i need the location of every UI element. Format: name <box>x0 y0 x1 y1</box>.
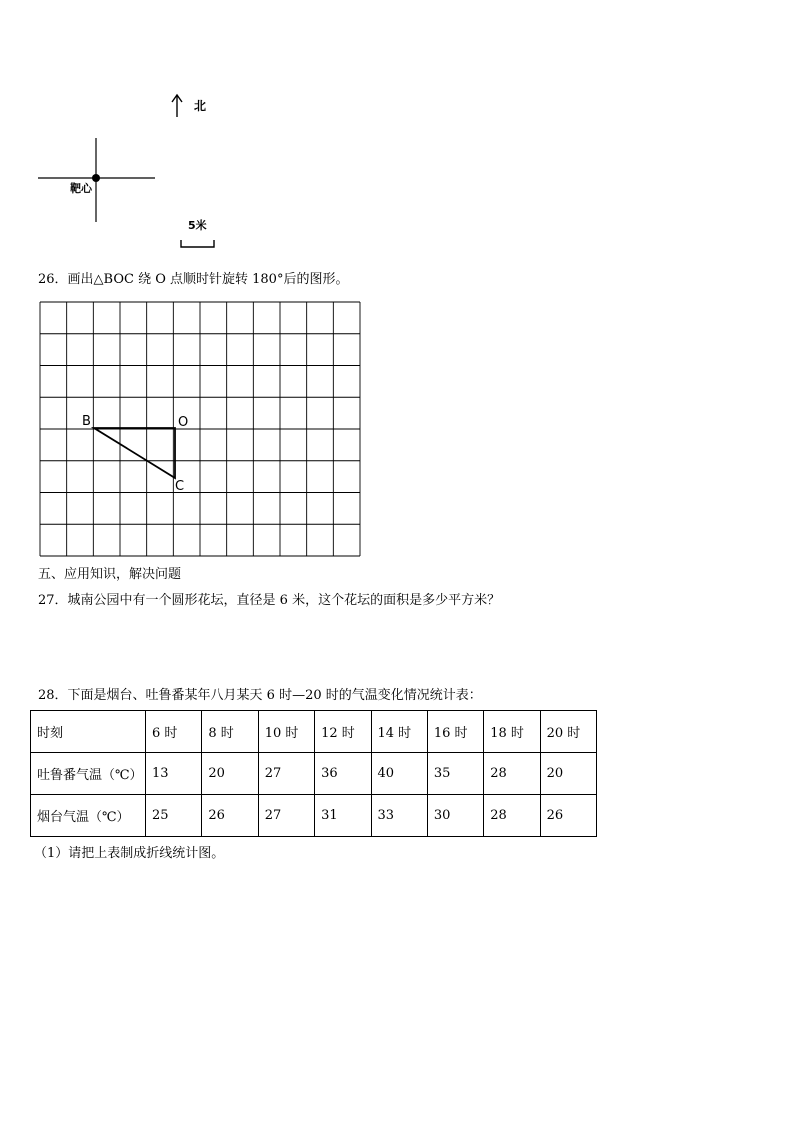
table-cell: 27 <box>258 753 314 795</box>
table-cell: 30 <box>427 795 483 837</box>
grid-figure <box>30 295 370 565</box>
table-cell: 14 时 <box>371 711 427 753</box>
scale-label: 5米 <box>188 219 207 232</box>
table-cell: 20 <box>202 753 258 795</box>
table-cell: 8 时 <box>202 711 258 753</box>
question-28: 28．下面是烟台、吐鲁番某年八月某天 6 时—20 时的气温变化情况统计表： <box>38 688 482 703</box>
table-cell: 25 <box>146 795 202 837</box>
table-cell: 12 时 <box>315 711 371 753</box>
north-label: 北 <box>194 99 207 113</box>
table-cell: 6 时 <box>146 711 202 753</box>
table-cell: 13 <box>146 753 202 795</box>
point-b-label: B <box>82 414 91 429</box>
scale-bar <box>181 240 214 247</box>
table-cell: 26 <box>540 795 596 837</box>
table-cell: 16 时 <box>427 711 483 753</box>
question-26: 26．画出△BOC 绕 O 点顺时针旋转 180°后的图形。 <box>38 272 349 287</box>
section-heading: 五、应用知识，解决问题 <box>38 567 182 582</box>
table-cell: 吐鲁番气温（℃） <box>31 753 146 795</box>
table-cell: 28 <box>484 753 540 795</box>
table-header-row <box>31 711 597 753</box>
table-cell: 28 <box>484 795 540 837</box>
table-row <box>31 795 597 837</box>
point-c-label: C <box>175 479 185 494</box>
triangle-boc <box>94 428 175 478</box>
question-27: 27．城南公园中有一个圆形花坛，直径是 6 米，这个花坛的面积是多少平方米？ <box>38 593 501 608</box>
table-cell: 20 <box>540 753 596 795</box>
table-cell: 36 <box>315 753 371 795</box>
bullseye-dot <box>92 174 100 182</box>
table-cell: 31 <box>315 795 371 837</box>
table-cell: 烟台气温（℃） <box>31 795 146 837</box>
table-cell: 40 <box>371 753 427 795</box>
bullseye-label: 靶心 <box>70 182 92 195</box>
table-cell: 时刻 <box>31 711 146 753</box>
point-o-label: O <box>178 415 189 430</box>
table-cell: 35 <box>427 753 483 795</box>
direction-map-figure <box>0 0 260 260</box>
question-28-sub-1: （1）请把上表制成折线统计图。 <box>34 846 225 861</box>
table-cell: 18 时 <box>484 711 540 753</box>
temperature-table <box>30 710 597 837</box>
table-row <box>31 753 597 795</box>
table-cell: 27 <box>258 795 314 837</box>
table-cell: 26 <box>202 795 258 837</box>
grid-lines <box>40 302 360 556</box>
table-cell: 33 <box>371 795 427 837</box>
table-cell: 10 时 <box>258 711 314 753</box>
table-cell: 20 时 <box>540 711 596 753</box>
